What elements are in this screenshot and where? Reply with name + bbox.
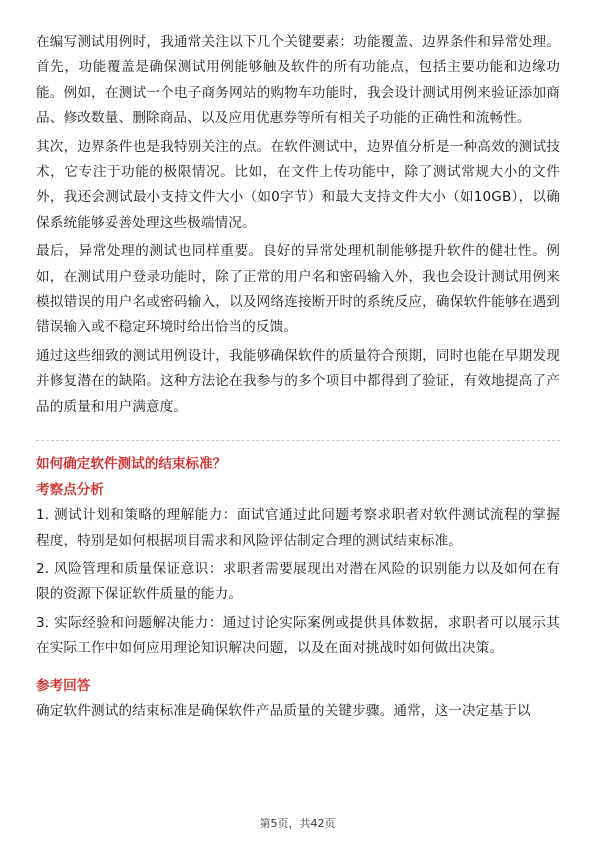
section-divider — [36, 440, 560, 441]
question-title: 如何确定软件测试的结束标准？ — [36, 456, 227, 473]
spacer — [36, 665, 560, 675]
intro-paragraph-1: 在编写测试用例时，我通常关注以下几个关键要素：功能覆盖、边界条件和异常处理。首先，功能覆盖是确保测试用例能够触及软件的所有功能点，包括主要功能和边缘功能。例如，在测试一个电子商务网站的购物车功能时，我会设计测试用例来验证添加商品、修改数量、删除商品、以及应用优惠券等所有相关子功能的正确性和流畅性。 — [36, 34, 560, 127]
analysis-item-1: 1. 测试计划和策略的理解能力：面试官通过此问题考察求职者对软件测试流程的掌握程度，特别是如何根据项目需求和风险评估制定合理的测试结束标准。 — [36, 507, 560, 549]
intro-paragraph-4: 通过这些细致的测试用例设计，我能够确保软件的质量符合预期，同时也能在早期发现并修复潜在的缺陷。这种方法论在我参与的多个项目中都得到了验证，有效地提高了产品的质量和用户满意度。 — [36, 347, 560, 415]
analysis-item-3: 3. 实际经验和问题解决能力：通过讨论实际案例或提供具体数据，求职者可以展示其在实际工作中如何应用理论知识解决问题，以及在面对挑战时如何做出决策。 — [36, 614, 560, 657]
document-body — [36, 30, 560, 727]
intro-paragraph-3: 最后，异常处理的测试也同样重要。良好的异常处理机制能够提升软件的健壮性。例如，在测试用户登录功能时，除了正常的用户名和密码输入外，我也会设计测试用例来模拟错误的用户名或密码输入，以及网络连接断开时的系统反应，确保软件能够在遇到错误输入或不稳定环境时给出恰当的反馈。 — [36, 243, 560, 336]
answer-paragraph: 确定软件测试的结束标准是确保软件产品质量的关键步骤。通常，这一决定基于以 — [36, 702, 531, 719]
analysis-item-2: 2. 风险管理和质量保证意识：求职者需要展现出对潜在风险的识别能力以及如何在有限的资源下保证软件质量的能力。 — [36, 560, 560, 603]
analysis-heading: 考察点分析 — [36, 482, 104, 499]
intro-paragraph-2: 其次，边界条件也是我特别关注的点。在软件测试中，边界值分析是一种高效的测试技术，它专注于功能的极限情况。比如，在文件上传功能中，除了测试常规大小的文件外，我还会测试最小支持文件大小（如0字节）和最大支持文件大小（如10GB），以确保系统能够妥善处理这些极端情况。 — [36, 138, 560, 231]
page-footer: 第5页，共42页 — [259, 817, 336, 830]
answer-heading: 参考回答 — [36, 677, 91, 694]
